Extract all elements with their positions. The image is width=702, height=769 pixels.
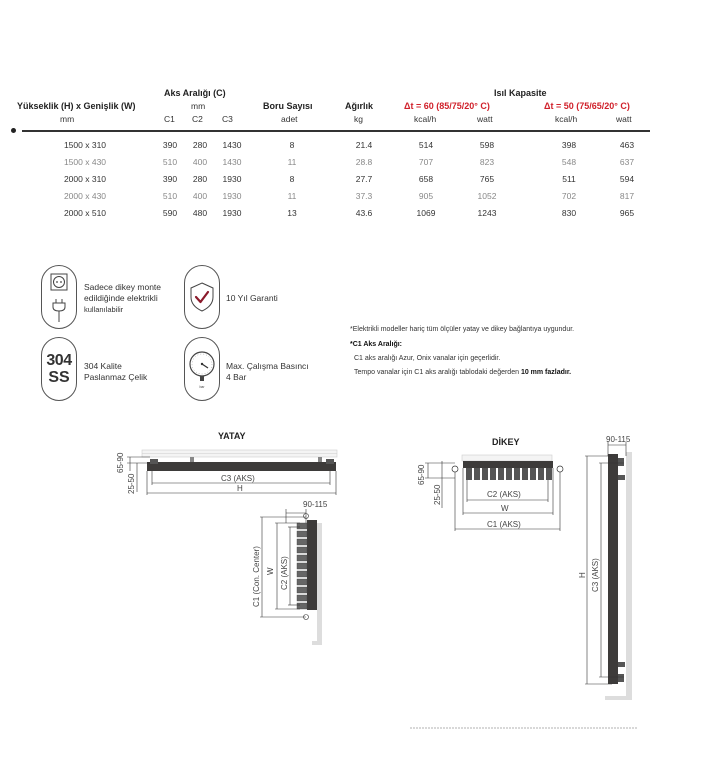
table-row: 1500 x 310 390 280 1430 8 21.4 514 598 398 463 — [63, 140, 635, 150]
dikey-dim-w: W — [501, 504, 509, 513]
note-heading: *C1 Aks Aralığı: — [350, 341, 402, 348]
feature-steel-text: 304 Kalite Paslanmaz Çelik — [84, 361, 148, 382]
table-row: 2000 x 310 390 280 1930 8 27.7 658 765 511 594 — [63, 174, 635, 184]
dikey-dim-c3: C3 (AKS) — [591, 558, 600, 592]
c3-header: C3 — [222, 114, 233, 124]
yatay-dim-c2: C2 (AKS) — [280, 556, 289, 590]
304-ss-icon: 304 SS — [41, 337, 77, 401]
yatay-dim-depth: 90-115 — [303, 500, 328, 509]
dikey-dim-side: 25-50 — [433, 484, 442, 505]
yatay-dim-c1: C1 (Con. Center) — [252, 546, 261, 607]
dikey-dim-depth: 90-115 — [606, 435, 631, 444]
aks-unit: mm — [191, 101, 206, 111]
note-general: *Elektrikli modeller hariç tüm ölçüler yatay ve dikey bağlantıya uygundur. — [350, 326, 575, 333]
note-c1: C1 aks aralığı Azur, Onix vanalar için geçerlidir. — [354, 355, 501, 362]
yatay-dim-h: H — [237, 484, 243, 493]
pipes-unit: adet — [281, 114, 298, 124]
dt50-kcal-header: kcal/h — [555, 114, 578, 124]
table-row: 1500 x 430 510 400 1430 11 28.8 707 823 548 637 — [63, 157, 635, 167]
dikey-dim-top: 65-90 — [417, 464, 426, 485]
c2-header: C2 — [192, 114, 203, 124]
table-divider — [22, 130, 650, 132]
dikey-dim-c2: C2 (AKS) — [487, 490, 521, 499]
yatay-dim-side: 25-50 — [127, 473, 136, 494]
dt60-watt-header: watt — [477, 114, 493, 124]
weight-unit: kg — [354, 114, 363, 124]
dt60-header: Δt = 60 (85/75/20° C) — [404, 101, 490, 111]
feature-electric-text: Sadece dikey monte edildiğinde elektrikli kullanılabilir — [84, 282, 162, 314]
table-row: 2000 x 510 590 480 1930 13 43.6 1069 1243 830 965 — [63, 208, 635, 218]
yatay-dim-top: 65-90 — [116, 452, 125, 473]
aks-header: Aks Aralığı (C) — [164, 88, 226, 98]
dikey-dim-c1: C1 (AKS) — [487, 520, 521, 529]
yatay-title: YATAY — [218, 431, 246, 441]
table-row: 2000 x 430 510 400 1930 11 37.3 905 1052 702 817 — [63, 191, 635, 201]
yatay-dim-c3: C3 (AKS) — [221, 474, 255, 483]
dt50-header: Δt = 50 (75/65/20° C) — [544, 101, 630, 111]
pressure-gauge-icon — [184, 337, 220, 401]
weight-header: Ağırlık — [345, 101, 374, 111]
dt50-watt-header: watt — [616, 114, 632, 124]
svg-text:bar: bar — [199, 385, 205, 389]
capacity-header: Isıl Kapasite — [494, 88, 547, 98]
electric-socket-plug-icon — [41, 265, 77, 329]
yatay-dim-w: W — [266, 567, 275, 575]
size-header: Yükseklik (H) x Genişlik (W) — [17, 101, 136, 111]
dikey-dim-h: H — [578, 572, 587, 578]
dt60-kcal-header: kcal/h — [414, 114, 437, 124]
c1-header: C1 — [164, 114, 175, 124]
feature-pressure-text: Max. Çalışma Basıncı 4 Bar — [226, 361, 309, 382]
feature-warranty-text: 10 Yıl Garanti — [226, 293, 278, 303]
shield-check-icon — [184, 265, 220, 329]
size-unit: mm — [60, 114, 75, 124]
pipes-header: Boru Sayısı — [263, 101, 313, 111]
dikey-title: DİKEY — [492, 437, 520, 447]
bullet-dot — [11, 128, 16, 133]
dikey-drawing — [400, 430, 702, 740]
note-tempo: Tempo vanalar için C1 aks aralığı tablodaki değerden 10 mm fazladır. — [354, 369, 572, 376]
